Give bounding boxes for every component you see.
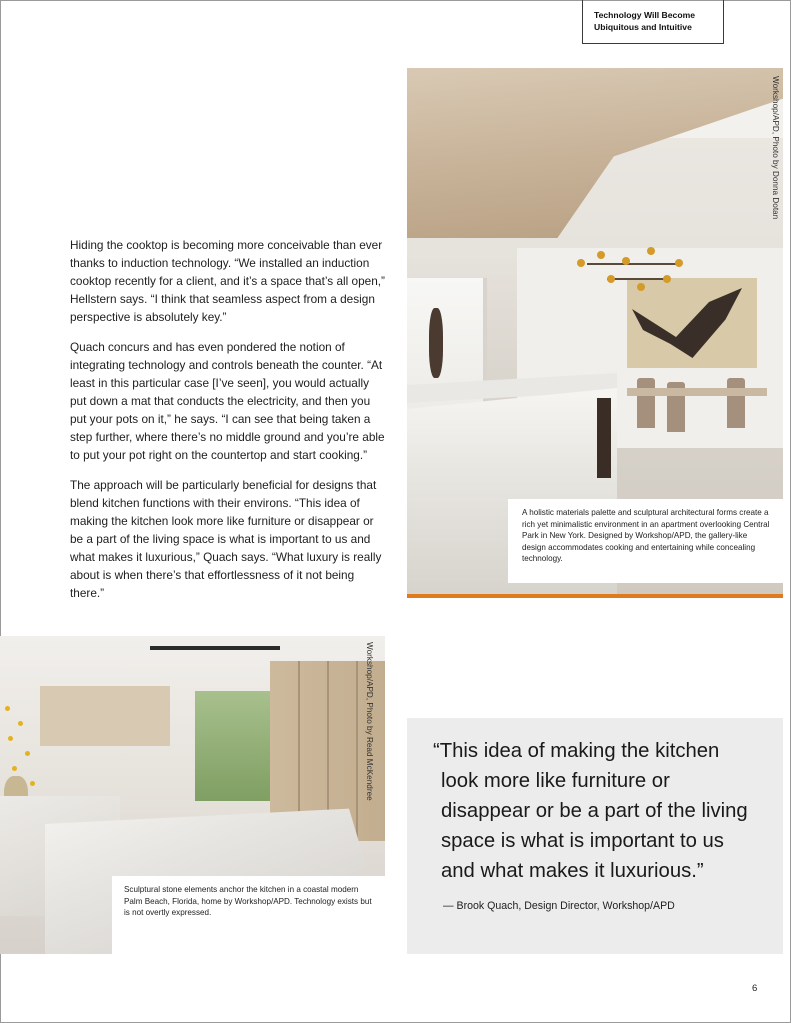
- photo-caption-top: A holistic materials palette and sculptural architectural forms create a rich yet minimalistic environment in an apartment overlooking Central Park in New York. Designed by Workshop/APD, the gallery-like design accommodates cooking and entertaining while concealing technology.: [508, 499, 783, 583]
- body-paragraph: Hiding the cooktop is becoming more conceivable than ever thanks to induction technology. “We installed an induction cooktop recently for a client, and it’s a space that’s all open,” Hellstern says. “I think that seamless aspect from a design perspective is absolutely key.”: [70, 238, 385, 324]
- dining-table: [627, 388, 767, 396]
- island-dark-panel: [597, 398, 611, 478]
- section-header-line-1: Technology Will Become: [594, 10, 695, 20]
- pendant-light: [150, 646, 280, 686]
- photo-credit-top: Workshop/APD, Photo by Donna Dotan: [771, 76, 780, 220]
- body-paragraph: Quach concurs and has even pondered the notion of integrating technology and controls beneath the counter. “At least in this particular case [I’ve seen], you would actually put down a mat that conducts the electricity, and then you put your pots on it,” he says. “I can see that being taken a step further, where there’s no middle ground and you’re able to put your pot right on the countertop and start cooking.”: [70, 340, 385, 462]
- sculpture: [429, 308, 443, 378]
- photo-credit-bottom: Workshop/APD, Photo by Read McKendree: [365, 642, 374, 801]
- pull-quote-text: “This idea of making the kitchen look more like furniture or disappear or be a part of the living space is what is important to us and what makes it luxurious.”: [433, 740, 748, 882]
- accent-bar: [407, 594, 783, 598]
- page-number: 6: [752, 983, 758, 994]
- pull-quote-attribution: — Brook Quach, Design Director, Workshop/APD: [443, 900, 675, 912]
- upper-cabinets: [40, 686, 170, 746]
- section-header-tab: [582, 0, 724, 44]
- chandelier: [577, 243, 687, 303]
- garden-window: [195, 691, 270, 801]
- photo-caption-bottom: Sculptural stone elements anchor the kitchen in a coastal modern Palm Beach, Florida, home by Workshop/APD. Technology exists but is not overtly expressed.: [112, 876, 385, 954]
- body-paragraph: The approach will be particularly beneficial for designs that blend kitchen functions with their environs. “This idea of making the kitchen look more like furniture or disappear or be a part of the living space is what is important to us and what makes it luxurious,” Quach says. “What luxury is really about is when there’s that effortlessness of it not being there.”: [70, 478, 382, 600]
- dining-chairs: [637, 378, 757, 438]
- wood-ceiling: [407, 68, 783, 238]
- pull-quote: [407, 718, 783, 954]
- section-header-line-2: Ubiquitous and Intuitive: [594, 21, 692, 32]
- article-body: [70, 236, 388, 614]
